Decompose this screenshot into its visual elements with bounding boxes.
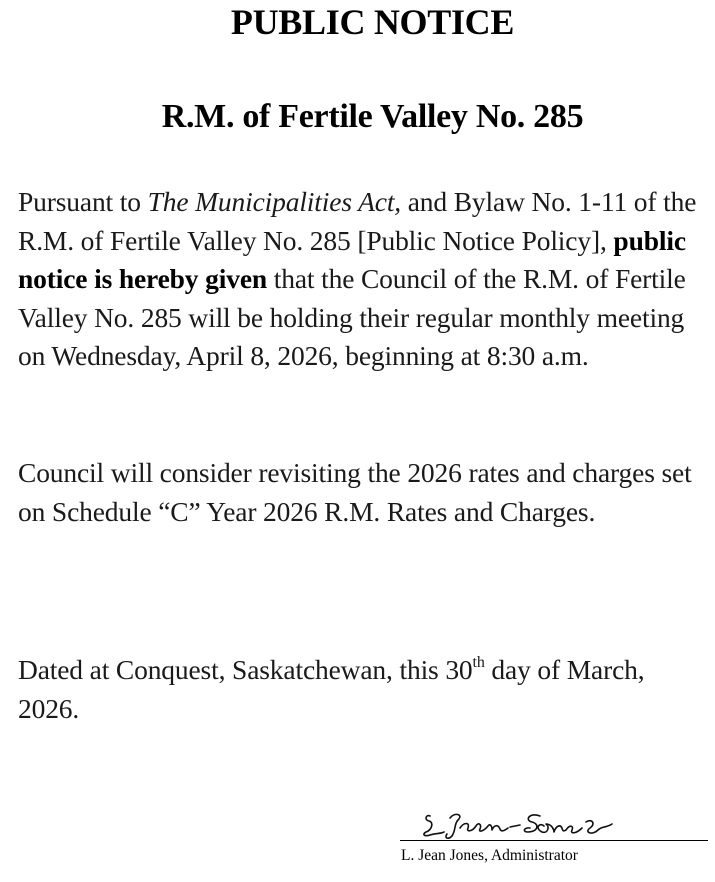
paragraph-text: Pursuant to	[18, 186, 148, 217]
handwritten-signature	[420, 804, 640, 842]
notice-subtitle: R.M. of Fertile Valley No. 285	[161, 98, 584, 135]
notice-title: PUBLIC NOTICE	[230, 2, 515, 42]
signature-caption: L. Jean Jones, Administrator	[401, 847, 578, 864]
paragraph-text: that the Council of the R.M. of Fertile Valley No. 285 will be holding their regular monthly meeting on Wednesday, April 8, 2026, beginning at 8:30 a.m.	[18, 263, 686, 371]
dated-paragraph	[18, 651, 708, 728]
signature-line	[400, 840, 708, 841]
act-title: The Municipalities Act,	[147, 186, 402, 217]
meeting-paragraph	[18, 183, 708, 376]
paragraph-text: Dated at Conquest, Saskatchewan, this 30	[18, 654, 473, 685]
rates-paragraph: Council will consider revisiting the 2026 rates and charges set on Schedule “C” Year 2026 R.M. Rates and Charges.	[18, 457, 692, 527]
notice-emphasis: public notice is hereby given	[18, 224, 686, 294]
paragraph-text: and Bylaw No. 1-11 of the R.M. of Fertile Valley No. 285 [Public Notice Policy],	[18, 186, 697, 256]
ordinal-suffix: th	[472, 654, 485, 671]
paragraph-text: day of March, 2026.	[18, 654, 645, 724]
